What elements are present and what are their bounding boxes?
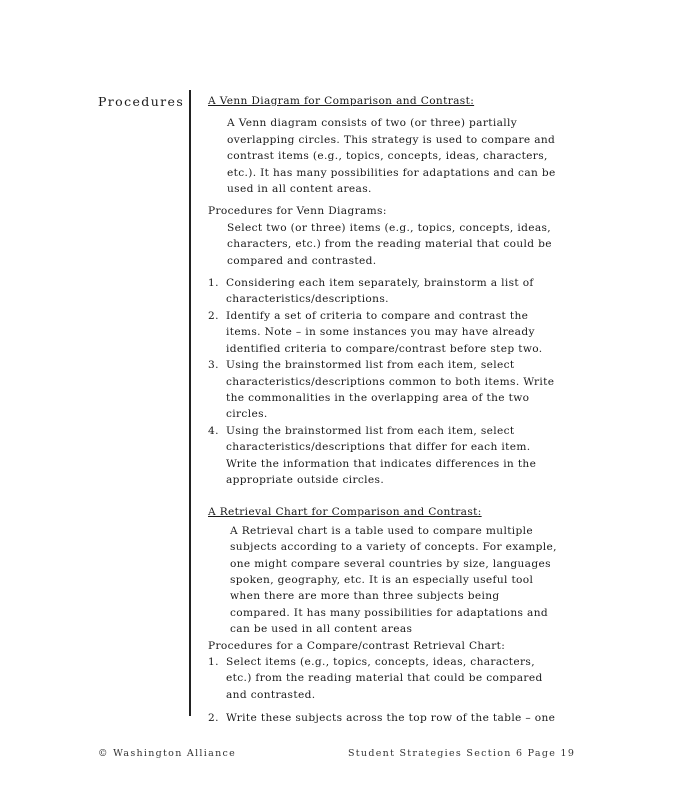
list-item: 2. Identify a set of criteria to compare and contrast the items. Note – in some instances you may have already identified criteria to compare/contrast before step two. xyxy=(208,309,543,355)
retrieval-procedures-label: Procedures for a Compare/contrast Retrieval Chart: xyxy=(208,639,506,652)
main-content xyxy=(208,93,558,727)
venn-procedures-intro: Select two (or three) items (e.g., topics, concepts, ideas, characters, etc.) from the reading material that could be compared and contrasted. xyxy=(227,221,552,267)
vertical-divider xyxy=(189,90,191,716)
venn-heading: A Venn Diagram for Comparison and Contrast: xyxy=(208,95,475,107)
retrieval-steps-list xyxy=(208,654,558,727)
venn-description: A Venn diagram consists of two (or three) partially overlapping circles. This strategy is used to compare and contrast items (e.g., topics, concepts, ideas, characters, etc.). It has many possibilities for adaptations and can be used in all content areas. xyxy=(227,117,556,196)
footer-copyright: © Washington Alliance xyxy=(98,748,237,759)
list-item: 2. Write these subjects across the top row of the table – one xyxy=(208,712,556,725)
list-item: 1. Select items (e.g., topics, concepts, ideas, characters, etc.) from the reading material that could be compared and contrasted. xyxy=(208,656,543,701)
venn-steps-list xyxy=(208,275,558,488)
list-item: 4. Using the brainstormed list from each item, select characteristics/descriptions that differ for each item. Write the information that indicates differences in the appropriate outside circles. xyxy=(208,424,537,486)
venn-procedures-label: Procedures for Venn Diagrams: xyxy=(208,205,387,218)
retrieval-description: A Retrieval chart is a table used to compare multiple subjects according to a variety of concepts. For example, one might compare several countries by size, languages spoken, geography, etc. It is an especially useful tool when there are more than three subjects being compared. It has many possibilities for adaptations and can be used in all content areas xyxy=(230,524,557,636)
list-item: 1. Considering each item separately, brainstorm a list of characteristics/descriptions. xyxy=(208,277,534,306)
retrieval-heading: A Retrieval Chart for Comparison and Contrast: xyxy=(208,506,482,519)
section-heading: Procedures xyxy=(98,94,185,109)
list-item: 3. Using the brainstormed list from each item, select characteristics/descriptions common to both items. Write the commonalities in the overlapping area of the two circles. xyxy=(208,359,555,421)
footer-page-info: Student Strategies Section 6 Page 19 xyxy=(348,748,576,759)
